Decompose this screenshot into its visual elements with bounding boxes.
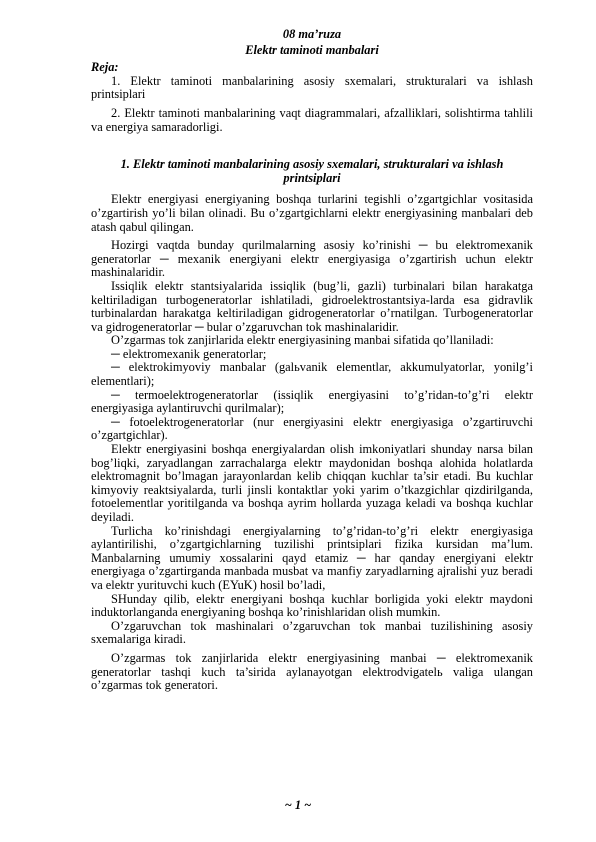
plan-item: 1. Elektr taminoti manbalarining asosiy sxemalari, strukturalari va ishlash printsiplari [91, 73, 533, 102]
paragraph: Elektr energiyasi energiyaning boshqa turlarini tegishli o’zgartgichlar vositasida o’zgartirish yo’li bilan olinadi. Bu o’zgartgichlarni elektr energiyasining manbalari deb atash qabul qilingan. [91, 192, 533, 234]
plan-item: 2. Elektr taminoti manbalarining vaqt diagrammalari, afzalliklari, solishtirma tahlili va energiya samaradorligi. [91, 105, 533, 134]
list-item: ─ termoelektrogeneratorlar (issiqlik energiyasini to’g’ridan-to’g’ri elektr energiyasiga aylantiruvchi qurilmalar); [91, 387, 533, 416]
list-item: ─ elektrokimyoviy manbalar (galьvanik elementlar, akkumulyatorlar, yonilg’i elementlari); [91, 360, 533, 389]
document-page [91, 28, 533, 693]
list-item: ─ elektromexanik generatorlar; [111, 346, 267, 361]
list-item: ─ fotoelektrogeneratorlar (nur energiyasini elektr energiyasiga o’zgartiruvchi o’zgartgichlar). [91, 414, 533, 443]
plan-label: Reja: [91, 60, 119, 75]
section-heading: 1. Elektr taminoti manbalarining asosiy sxemalari, strukturalari va ishlash printsiplari [120, 157, 504, 185]
page-number: ~ 1 ~ [284, 798, 312, 812]
paragraph: O’zgaruvchan tok mashinalari o’zgaruvchan tok manbai tuzilishining asosiy sxemalariga kiradi. [91, 618, 533, 647]
lecture-number: 08 ma’ruza [282, 27, 342, 41]
paragraph: Elektr energiyasini boshqa energiyalardan olish imkoniyatlari shunday narsa bilan bog’liqki, zaryadlangan zarrachalarga elektr maydonidan boshqa alohida holatlarda elektromagnit bo’lmagan jarayonlardan kelib chiqqan kuchlar ta’sir etadi. Bu kuchlar kimyoviy reaktsiyalarda, turli jinsli kontaktlar yoki yarim o’tkazgichlar qizdirilganda, fotoelementlar yoritilganda va boshqa ayrim hollarda yuzaga keladi va boshqa kuchlar deyiladi. [91, 442, 533, 524]
document-title: Elektr taminoti manbalari [245, 42, 379, 57]
paragraph: O’zgarmas tok zanjirlarida elektr energiyasining manbai ─ elektromexanik generatorlar tashqi kuch ta’sirida aylanayotgan elektrodvigatelь valiga ulangan o’zgarmas tok generatori. [91, 650, 533, 693]
paragraph: Issiqlik elektr stantsiyalarida issiqlik (bug’li, gazli) turbinalari bilan harakatga keltiriladigan turbogeneratorlar ishlatiladi, gidroelektrostantsiya-larda esa gidravlik turbinalardan harakatga keltiriladigan gidrogeneratorlar o’rnatilgan. Turbogeneratorlar va gidrogeneratorlar ─ bular o’zgaruvchan tok mashinalaridir. [91, 278, 533, 334]
paragraph: O’zgarmas tok zanjirlarida elektr energiyasining manbai sifatida qo’llaniladi: [111, 333, 494, 348]
paragraph: Turlicha ko’rinishdagi energiyalarning to’g’ridan-to’g’ri elektr energiyasiga aylantirilishi, o’zgartgichlarning tuzilishi printsiplari fizika kursidan ma’lum. Manbalarning umumiy xossalarini qayd etamiz ─ har qanday energiyani elektr energiyaga o’zgartirganda manbada musbat va manfiy zaryadlarning ajralishi yuz beradi va elektr yurituvchi kuch (EYuK) hosil bo’ladi, [91, 523, 533, 592]
paragraph: SHunday qilib, elektr energiyani boshqa kuchlar borligida yoki elektr maydoni induktorlanganda energiyaning boshqa ko’rinishlaridan olish mumkin. [91, 591, 533, 620]
paragraph: Hozirgi vaqtda bunday qurilmalarning asosiy ko’rinishi ─ bu elektromexanik generatorlar ─ mexanik energiyani elektr energiyasiga o’zgartirish uchun elektr mashinalaridir. [91, 238, 533, 280]
